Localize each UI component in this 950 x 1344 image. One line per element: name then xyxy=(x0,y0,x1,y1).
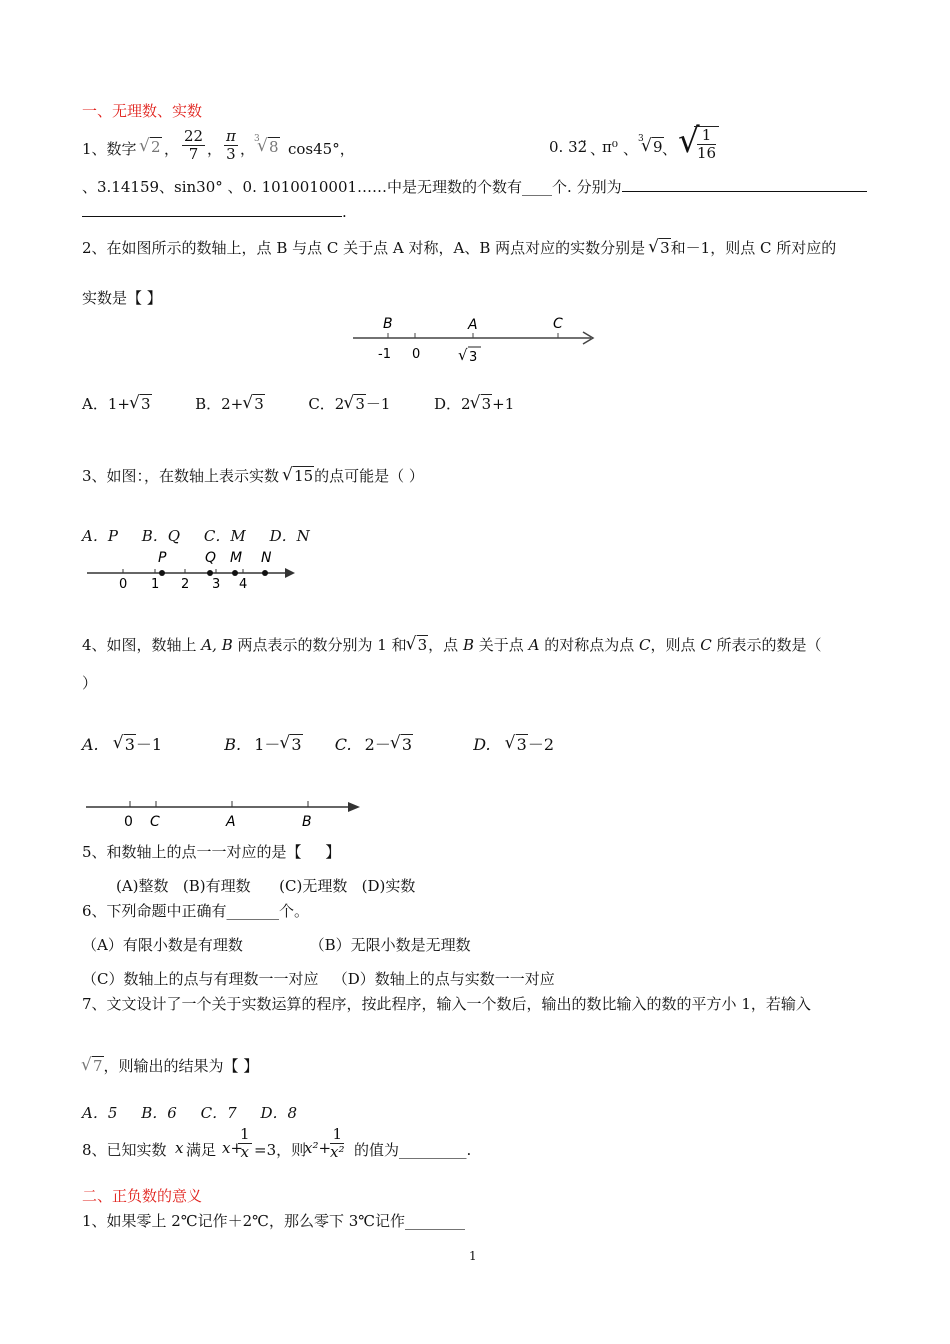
page-number: 1 xyxy=(469,1249,477,1263)
q5-options: (A)整数 (B)有理数 (C)无理数 (D)实数 xyxy=(116,877,416,895)
q6-options-line1: （A）有限小数是有理数 （B）无限小数是无理数 xyxy=(82,936,471,954)
q1-fraction-pi-3: $\frac{\pi}{3}$ xyxy=(226,127,236,163)
question-1-line2: 、3.14159、sin30° 、0. 1010010001……中是无理数的个数有____个. 分别为 xyxy=(82,176,867,197)
q3-tick-4: 4 xyxy=(239,577,248,592)
question-7-line1: 7、文文设计了一个关于实数运算的程序，按此程序，输入一个数后，输出的数比输入的数的平方小 1，若输入 xyxy=(82,995,811,1013)
question-2-line2: 实数是【 】 xyxy=(82,289,162,307)
q3-point-m: M xyxy=(230,550,243,566)
question-1-line3: . xyxy=(82,202,347,221)
q2-axis-label-c: C xyxy=(553,316,563,332)
q1-cbrt9: √ 9 xyxy=(642,138,664,156)
question-4-line1: 4、如图，数轴上 A, B 两点表示的数分别为 1 和√ 3，点 B 关于点 A 的对称点为点 C，则点 C 所表示的数是（ xyxy=(82,634,822,655)
q1-sqrt2: √ 2 xyxy=(140,138,162,156)
section-title-1: 一、无理数、实数 xyxy=(82,102,203,120)
q4-tick-zero: 0 xyxy=(124,814,133,830)
question-4-line2: ） xyxy=(82,674,98,692)
question-3: 3、如图：，在数轴上表示实数√ 15的点可能是（ ） xyxy=(82,465,424,486)
q3-tick-0: 0 xyxy=(119,577,128,592)
q3-point-n: N xyxy=(261,550,272,566)
section-2-question-1: 1、如果零上 2℃记作＋2℃，那么零下 3℃记作________ xyxy=(82,1212,466,1230)
q1-sqrt-fraction: $\frac{1}{16}$ xyxy=(694,126,719,161)
q2-axis-label-b: B xyxy=(383,316,393,332)
q1-pi-zero: π⁰ xyxy=(602,138,618,156)
q3-sqrt15: √ 15 xyxy=(283,467,314,485)
q3-tick-3: 3 xyxy=(212,577,221,592)
q7-options: A．5 B．6 C．7 D．8 xyxy=(82,1104,298,1122)
q2-options: A．1+√ 3 B．2+√ 3 C．2√ 3－1 D．2√ 3+1 xyxy=(82,393,514,414)
q1-fraction-22-7: $\frac{22}{7}$ xyxy=(184,127,204,163)
q7-sqrt7: √ 7 xyxy=(82,1057,104,1075)
section-title-2: 二、正负数的意义 xyxy=(82,1187,203,1205)
q2-number-line xyxy=(345,312,605,370)
q8-fraction-1-over-x: $\frac{1}{x}$ xyxy=(240,1125,250,1161)
q3-point-q: Q xyxy=(205,550,217,566)
q3-point-p: P xyxy=(158,550,167,566)
q1-prefix: 1、数字 xyxy=(82,140,137,158)
q4-options: A. √ 3－1 B. 1－√ 3 C. 2－√ 3 D. √ 3－2 xyxy=(82,732,554,755)
q3-tick-2: 2 xyxy=(181,577,190,592)
question-2-line1: 2、在如图所示的数轴上，点 B 与点 C 关于点 A 对称，A、B 两点对应的实数分别是√ 3和－1，则点 C 所对应的 xyxy=(82,237,836,258)
q4-label-c: C xyxy=(150,814,160,830)
question-5: 5、和数轴上的点一一对应的是【 】 xyxy=(82,843,341,861)
q3-number-line xyxy=(85,546,305,592)
q1-cbrt8: √ 8 xyxy=(258,138,280,156)
q4-label-a: A xyxy=(226,814,236,830)
q2-axis-tick-sqrt3: 3 xyxy=(469,350,478,365)
question-6: 6、下列命题中正确有_______个。 xyxy=(82,902,310,920)
q2-sqrt3: √ 3 xyxy=(649,239,671,257)
q3-tick-1: 1 xyxy=(151,577,160,592)
q1-repeating-decimal: 0. 32̈ xyxy=(549,138,588,156)
q2-axis-label-a: A xyxy=(468,317,478,333)
q2-axis-tick-zero: 0 xyxy=(412,347,421,362)
q6-options-line2: （C）数轴上的点与有理数一一对应 （D）数轴上的点与实数一一对应 xyxy=(82,970,555,988)
q8-fraction-1-over-x2: $\frac{1}{\text{x²}}$ xyxy=(330,1125,345,1161)
question-7-line2: √ 7，则输出的结果为【 】 xyxy=(82,1055,258,1076)
q1-cos45: cos45°， xyxy=(288,140,355,158)
q4-number-line xyxy=(84,794,369,834)
q3-options: A．P B．Q C．M D．N xyxy=(82,527,310,545)
q4-label-b: B xyxy=(302,814,312,830)
q2-axis-tick-minus1: -1 xyxy=(378,347,391,362)
svg-text:√: √ xyxy=(458,346,468,364)
